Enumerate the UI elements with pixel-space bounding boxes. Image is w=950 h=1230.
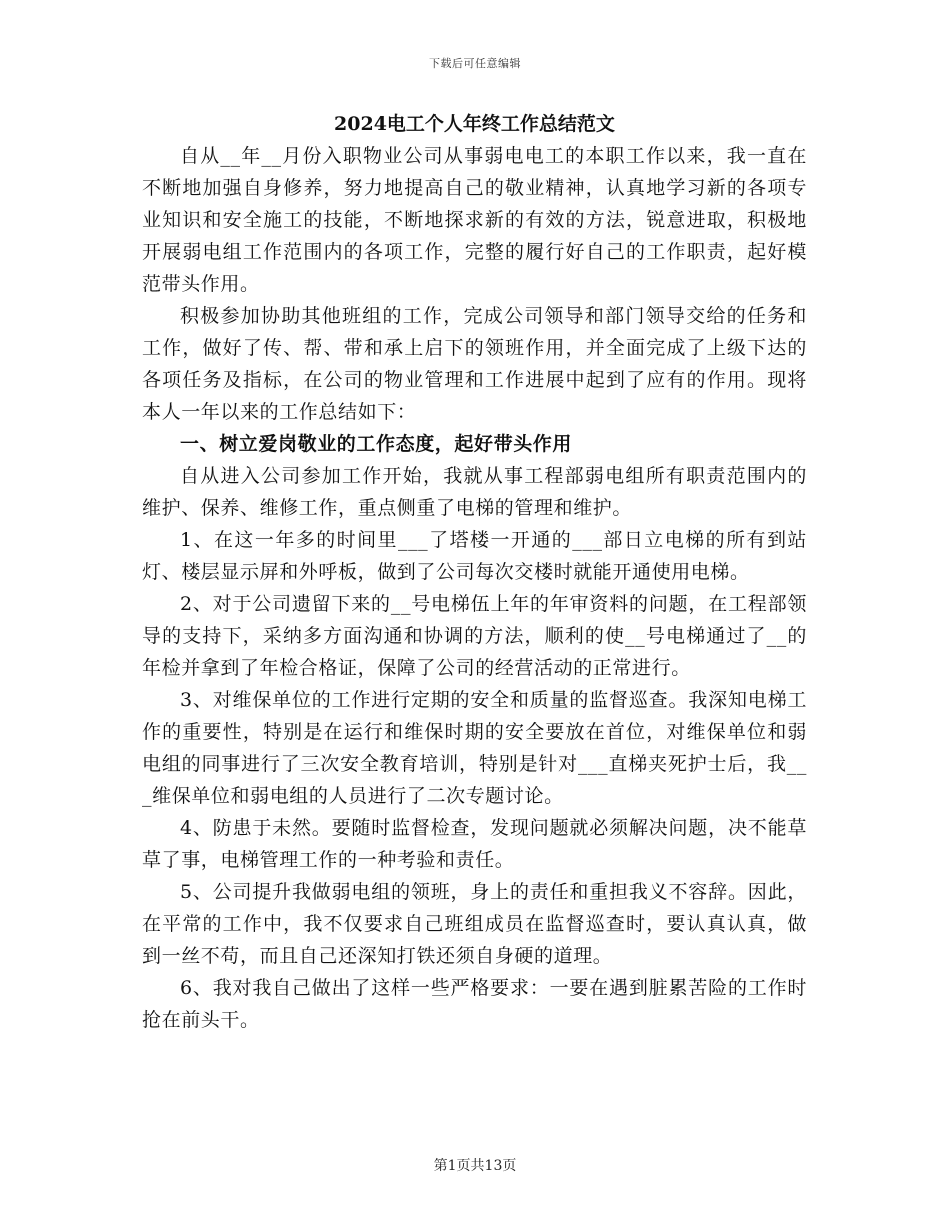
document-title: 2024电工个人年终工作总结范文: [334, 113, 615, 135]
header-note: 下载后可任意编辑: [429, 57, 521, 70]
section-item-2: 2、对于公司遗留下来的__号电梯伍上年的年审资料的问题，在工程部领导的支持下，采纳多方面沟通和协调的方法，顺利的使__号电梯通过了__的年检并拿到了年检合格证，保障了公司的经营活动的正常进行。: [142, 593, 807, 679]
section-heading-1: 一、树立爱岗敬业的工作态度，起好带头作用: [180, 433, 573, 455]
section-item-1: 1、在这一年多的时间里___了塔楼一开通的___部日立电梯的所有到站灯、楼层显示屏和外呼板，做到了公司每次交楼时就能开通使用电梯。: [142, 529, 807, 583]
section-item-6: 6、我对我自己做出了这样一些严格要求：一要在遇到脏累苦险的工作时抢在前头干。: [142, 977, 807, 1031]
section-item-3: 3、对维保单位的工作进行定期的安全和质量的监督巡查。我深知电梯工作的重要性，特别是在运行和维保时期的安全要放在首位，对维保单位和弱电组的同事进行了三次安全教育培训，特别是针对___直梯夹死护士后，我___维保单位和弱电组的人员进行了二次专题讨论。: [142, 689, 807, 807]
intro-paragraph-2: 积极参加协助其他班组的工作，完成公司领导和部门领导交给的任务和工作，做好了传、帮、带和承上启下的领班作用，并全面完成了上级下达的各项任务及指标，在公司的物业管理和工作进展中起到了应有的作用。现将本人一年以来的工作总结如下：: [142, 305, 807, 423]
section-item-5: 5、公司提升我做弱电组的领班，身上的责任和重担我义不容辞。因此，在平常的工作中，我不仅要求自己班组成员在监督巡查时，要认真认真，做到一丝不苟，而且自己还深知打铁还须自身硬的道理。: [142, 881, 807, 967]
section-paragraph: 自从进入公司参加工作开始，我就从事工程部弱电组所有职责范围内的维护、保养、维修工作，重点侧重了电梯的管理和维护。: [142, 465, 807, 519]
intro-paragraph-1: 自从__年__月份入职物业公司从事弱电电工的本职工作以来，我一直在不断地加强自身修养，努力地提高自己的敬业精神，认真地学习新的各项专业知识和安全施工的技能，不断地探求新的有效的方法，锐意进取，积极地开展弱电组工作范围内的各项工作，完整的履行好自己的工作职责，起好模范带头作用。: [142, 145, 807, 295]
document-body: [142, 108, 807, 1036]
section-item-4: 4、防患于未然。要随时监督检查，发现问题就必须解决问题，决不能草草了事，电梯管理工作的一种考验和责任。: [142, 817, 807, 871]
page-number: 第1页共13页: [433, 1158, 517, 1174]
